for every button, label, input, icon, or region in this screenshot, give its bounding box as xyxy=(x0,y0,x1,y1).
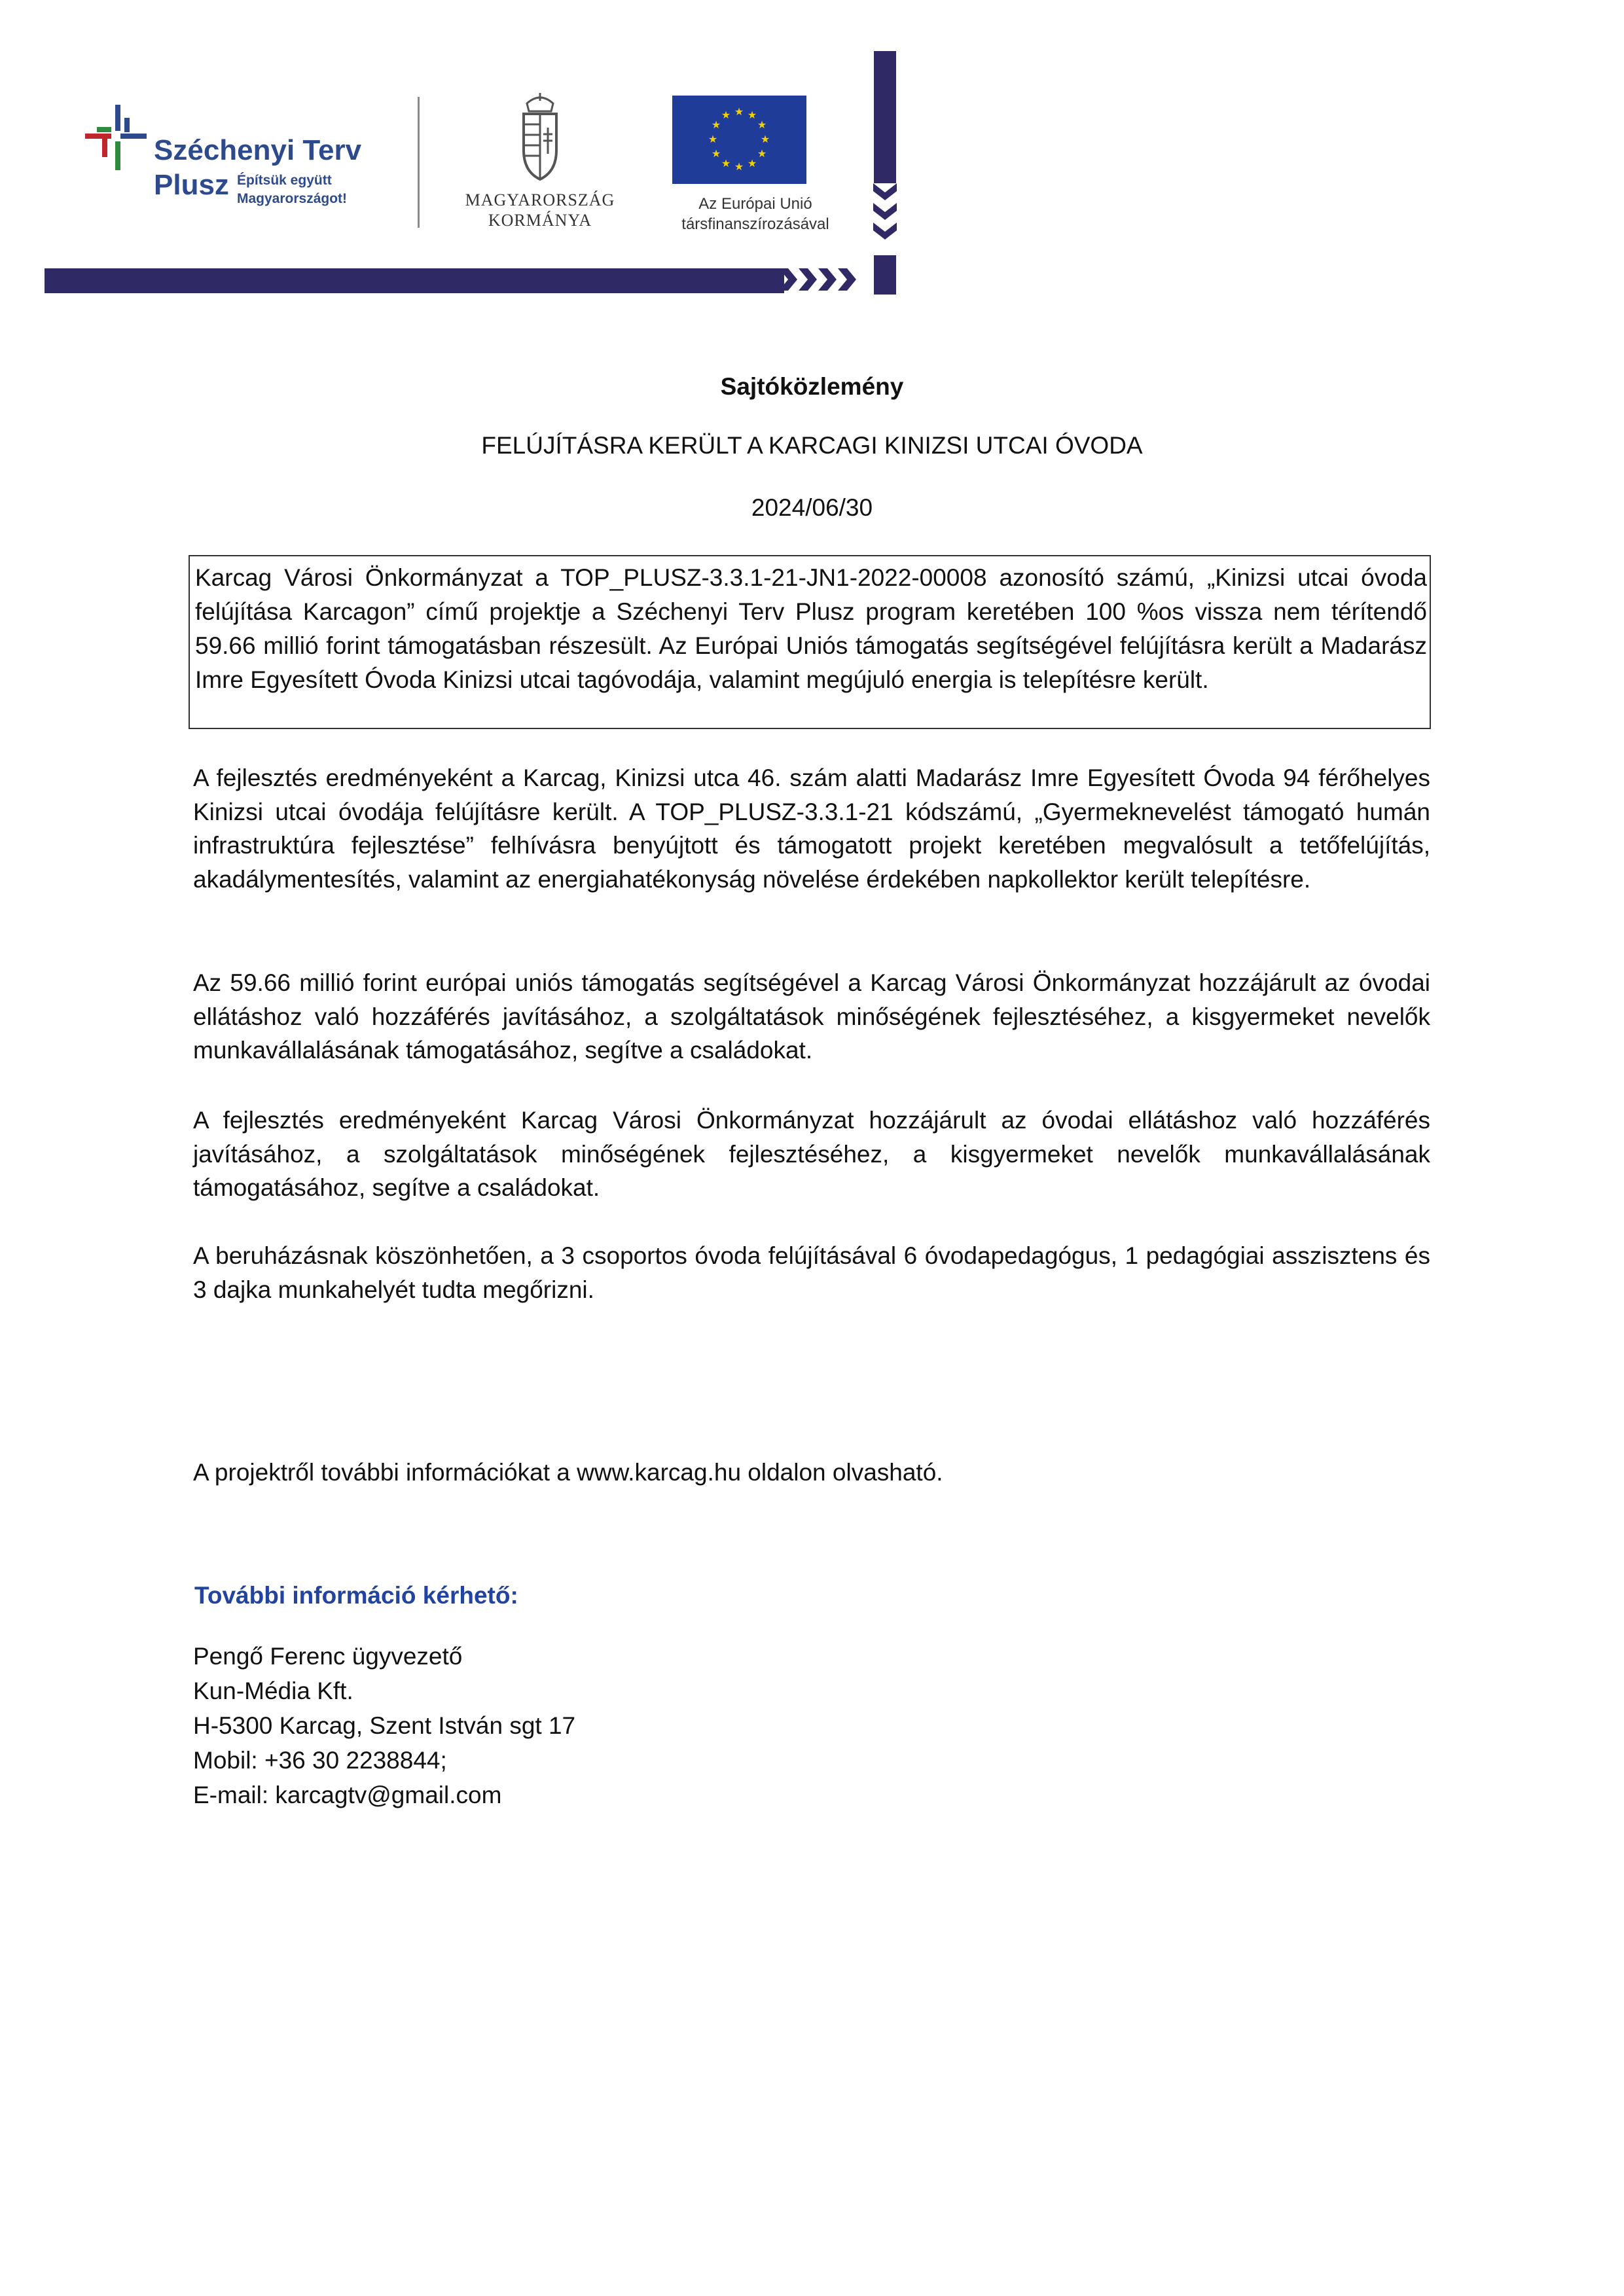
contact-company: Kun-Média Kft. xyxy=(193,1677,353,1704)
szechenyi-terv-plusz-logo xyxy=(85,98,399,229)
szechenyi-tagline xyxy=(237,171,347,208)
contact-email: E-mail: karcagtv@gmail.com xyxy=(193,1782,502,1808)
svg-text:★: ★ xyxy=(747,157,757,170)
szechenyi-cross-icon xyxy=(85,105,151,177)
banner-chevrons-icon xyxy=(779,264,877,295)
paragraph-results: A fejlesztés eredményeként a Karcag, Kinizsi utca 46. szám alatti Madarász Imre Egyesített Óvoda 94 férőhelyes Kinizsi utcai óvodája felújításre került. A TOP_PLUSZ-3.3.1-21 kódszámú, „Gyermeknevelést támogató humán infrastruktúra fejlesztése” felhívásra benyújtott és támogatott projekt keretében megvalósult a tetőfelújítás, akadálymentesítés, valamint az energiahatékonyság növelése érdekében napkollektor került telepítésre. xyxy=(193,764,1430,893)
svg-text:★: ★ xyxy=(734,105,744,118)
svg-text:★: ★ xyxy=(721,157,731,170)
document-headline: FELÚJÍTÁSRA KERÜLT A KARCAGI KINIZSI UTCAI ÓVODA xyxy=(481,432,1143,459)
szechenyi-plusz: Plusz xyxy=(154,169,229,201)
contact-heading: További információ kérhető: xyxy=(194,1582,518,1609)
banner-bottom-bar xyxy=(45,268,784,293)
eu-line-1: Az Európai Unió xyxy=(698,195,812,213)
paragraph-outcome: A fejlesztés eredményeként Karcag Városi Önkormányzat hozzájárult az óvodai ellátáshoz való hozzáférés javításához, a szolgáltatások minőségének fejlesztéséhez, a kisgyermeket nevelők munkavállalásának támogatásához, segítve a családokat. xyxy=(193,1107,1430,1201)
government-text xyxy=(452,190,628,230)
government-line-2: KORMÁNYA xyxy=(488,211,592,230)
szechenyi-title: Széchenyi Terv xyxy=(154,134,362,166)
svg-text:★: ★ xyxy=(708,133,718,145)
government-logo xyxy=(452,92,628,236)
banner-vertical-chevrons-icon xyxy=(869,183,901,255)
szechenyi-tagline-line-1: Építsük együtt xyxy=(237,173,332,188)
svg-text:★: ★ xyxy=(711,147,721,160)
svg-text:★: ★ xyxy=(734,160,744,173)
svg-text:★: ★ xyxy=(721,109,731,121)
contact-mobile: Mobil: +36 30 2238844; xyxy=(193,1747,447,1774)
summary-box: Karcag Városi Önkormányzat a TOP_PLUSZ-3.3.1-21-JN1-2022-00008 azonosító számú, „Kinizsi utcai óvoda felújítása Karcagon” című projektje a Széchenyi Terv Plusz program keretében 100 %os vissza nem térítendő 59.66 millió forint támogatásban részesült. Az Európai Uniós támogatás segítségével felújításra került a Madarász Imre Egyesített Óvoda Kinizsi utcai tagóvodája, valamint megújuló energia is telepítésre került. xyxy=(189,555,1431,729)
szechenyi-tagline-line-2: Magyarországot! xyxy=(237,191,348,206)
contact-address: H-5300 Karcag, Szent István sgt 17 xyxy=(193,1712,576,1739)
eu-logo xyxy=(669,96,836,240)
contact-block xyxy=(193,1639,575,1812)
document-label: Sajtóközlemény xyxy=(720,373,904,400)
paragraph-jobs: A beruházásnak köszönhetően, a 3 csoportos óvoda felújításával 6 óvodapedagógus, 1 pedagógiai asszisztens és 3 dajka munkahelyét tudta megőrizni. xyxy=(193,1242,1430,1303)
eu-text xyxy=(657,194,854,234)
svg-text:★: ★ xyxy=(711,118,721,131)
eu-line-2: társfinanszírozásával xyxy=(681,215,829,233)
header-banner xyxy=(0,0,1624,301)
svg-text:★: ★ xyxy=(757,147,767,160)
paragraph-more-info: A projektről további információkat a www.karcag.hu oldalon olvasható. xyxy=(193,1459,943,1486)
paragraph-funding: Az 59.66 millió forint európai uniós támogatás segítségével a Karcag Városi Önkormányzat hozzájárult az óvodai ellátáshoz való hozzáférés javításához, a szolgáltatások minőségének fejlesztéséhez, a kisgyermeket nevelők munkavállalásának támogatásához, segítve a családokat. xyxy=(193,969,1430,1064)
contact-name: Pengő Ferenc ügyvezető xyxy=(193,1643,463,1670)
eu-stars-icon xyxy=(672,96,806,184)
logo-divider xyxy=(418,97,420,228)
document-date: 2024/06/30 xyxy=(751,494,873,521)
svg-text:★: ★ xyxy=(760,133,770,145)
government-line-1: MAGYARORSZÁG xyxy=(465,190,615,209)
eu-flag-icon xyxy=(672,96,806,184)
svg-text:★: ★ xyxy=(747,109,757,121)
svg-text:★: ★ xyxy=(757,118,767,131)
hungarian-coat-of-arms-icon xyxy=(511,92,569,183)
banner-vertical-bar xyxy=(874,51,896,295)
